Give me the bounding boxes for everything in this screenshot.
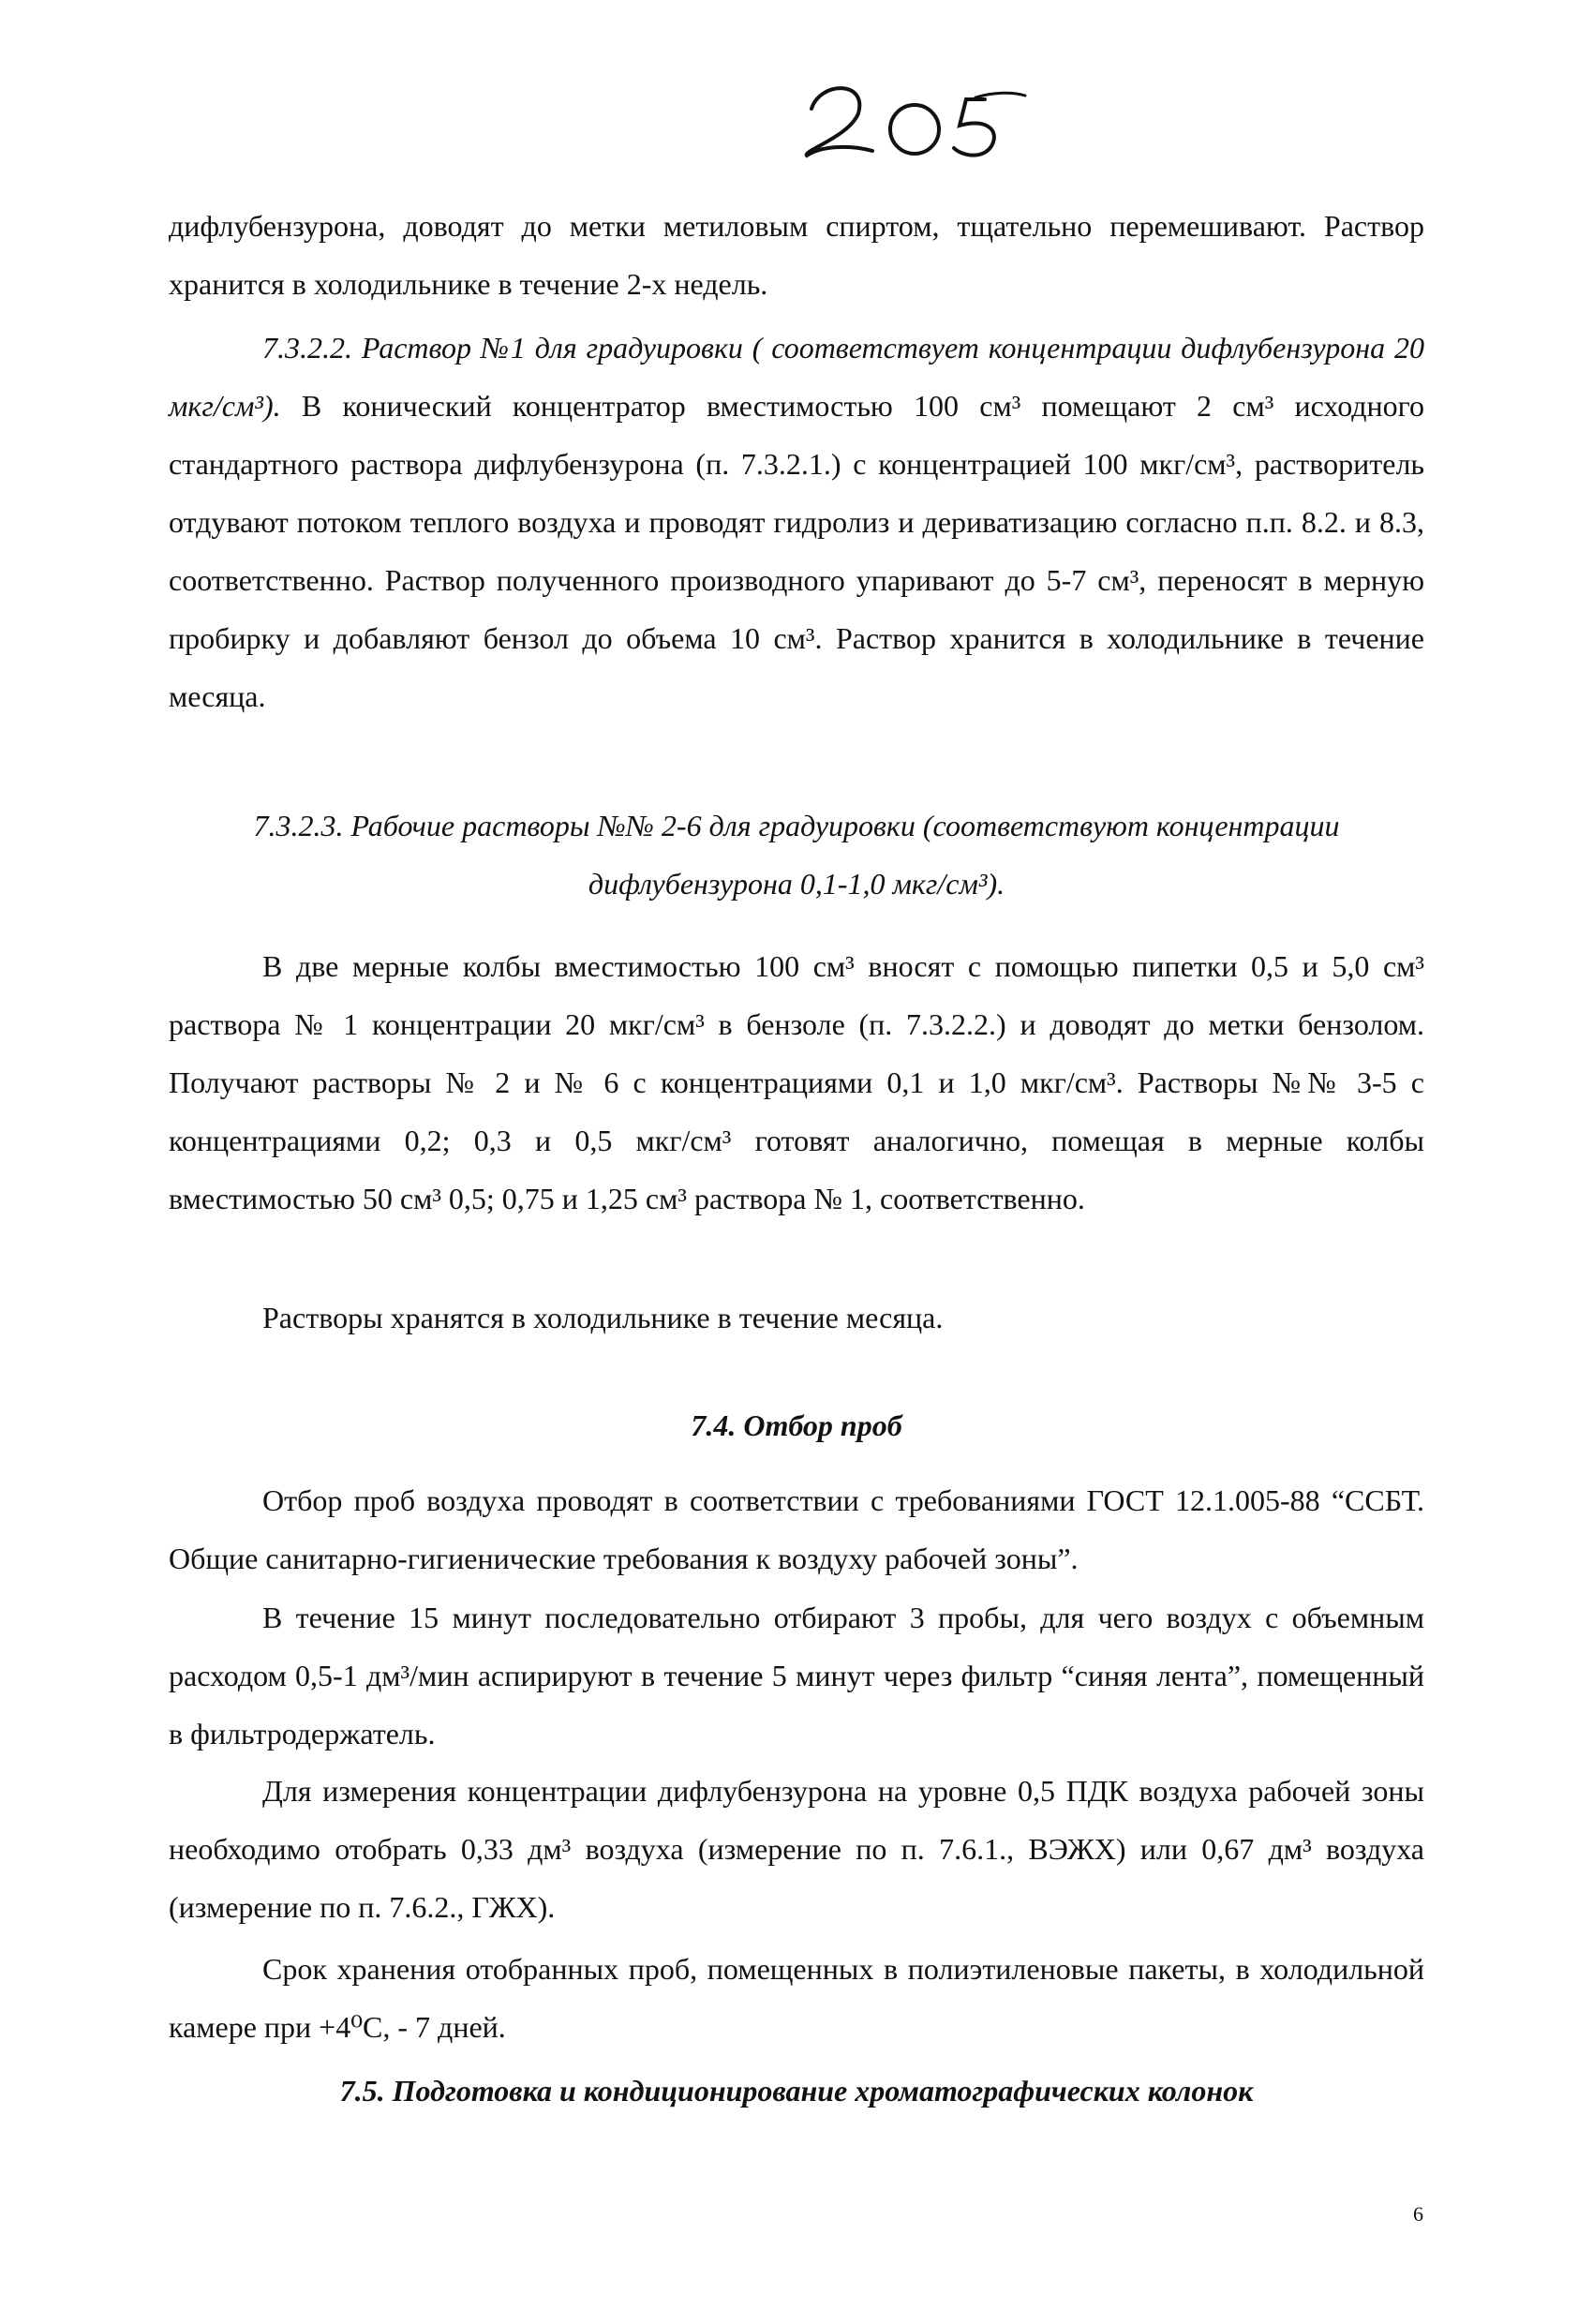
section-7322: [169, 319, 1424, 725]
paragraph-74-c: Для измерения концентрации дифлубензурона на уровне 0,5 ПДК воздуха рабочей зоны необходимо отобрать 0,33 дм³ воздуха (измерение по п. 7.6.1., ВЭЖХ) или 0,67 дм³ воздуха (измерение по п. 7.6.2., ГЖХ).: [169, 1774, 1424, 1924]
paragraph-7323-a: В две мерные колбы вместимостью 100 см³ вносят с помощью пипетки 0,5 и 5,0 см³ раствора № 1 концентрации 20 мкг/см³ в бензоле (п. 7.3.2.2.) и доводят до метки бензолом. Получают растворы № 2 и № 6 с концентрациями 0,1 и 1,0 мкг/см³. Растворы №№ 3-5 с концентрациями 0,2; 0,3 и 0,5 мкг/см³ готовят аналогично, помещая в мерные колбы вместимостью 50 см³ 0,5; 0,75 и 1,25 см³ раствора № 1, соответственно.: [169, 949, 1424, 1215]
paragraph-74-b: В течение 15 минут последовательно отбирают 3 пробы, для чего воздух с объемным расходом 0,5-1 дм³/мин аспирируют в течение 5 минут через фильтр “синяя лента”, помещенный в фильтродержатель.: [169, 1601, 1424, 1750]
paragraph-7323-b: Растворы хранятся в холодильнике в течение месяца.: [262, 1301, 944, 1334]
page-number: 6: [1413, 2202, 1423, 2226]
paragraph-74-d: Срок хранения отобранных проб, помещенных в полиэтиленовые пакеты, в холодильной камере при +4⁰С, - 7 дней.: [169, 1952, 1424, 2044]
section-7322-body: В конический концентратор вместимостью 100 см³ помещают 2 см³ исходного стандартного раствора дифлубензурона (п. 7.3.2.1.) с концентрацией 100 мкг/см³, растворитель отдувают потоком теплого воздуха и проводят гидролиз и дериватизацию согласно п.п. 8.2. и 8.3, соответственно. Раствор полученного производного упаривают до 5-7 см³, переносят в мерную пробирку и добавляют бензол до объема 10 см³. Раствор хранится в холодильнике в течение месяца.: [169, 389, 1425, 713]
paragraph-74-a: Отбор проб воздуха проводят в соответствии с требованиями ГОСТ 12.1.005-88 “ССБТ. Общие санитарно-гигиенические требования к воздуху рабочей зоны”.: [169, 1483, 1424, 1575]
section-7322-heading: 7.3.2.2. Раствор №1 для градуировки ( соответствует концентрации дифлубензурона 20 мкг/см³).: [169, 331, 1424, 423]
heading-7-5: 7.5. Подготовка и кондиционирование хроматографических колонок: [339, 2074, 1254, 2108]
heading-7-4: 7.4. Отбор проб: [691, 1408, 902, 1442]
paragraph-intro: дифлубензурона, доводят до метки метиловым спиртом, тщательно перемешивают. Раствор хранится в холодильнике в течение 2-х недель.: [169, 209, 1424, 301]
handwritten-page-stamp: [783, 71, 1027, 165]
heading-7323: 7.3.2.3. Рабочие растворы №№ 2-6 для градуировки (соответствуют концентрации дифлубензурона 0,1-1,0 мкг/см³).: [253, 809, 1340, 901]
